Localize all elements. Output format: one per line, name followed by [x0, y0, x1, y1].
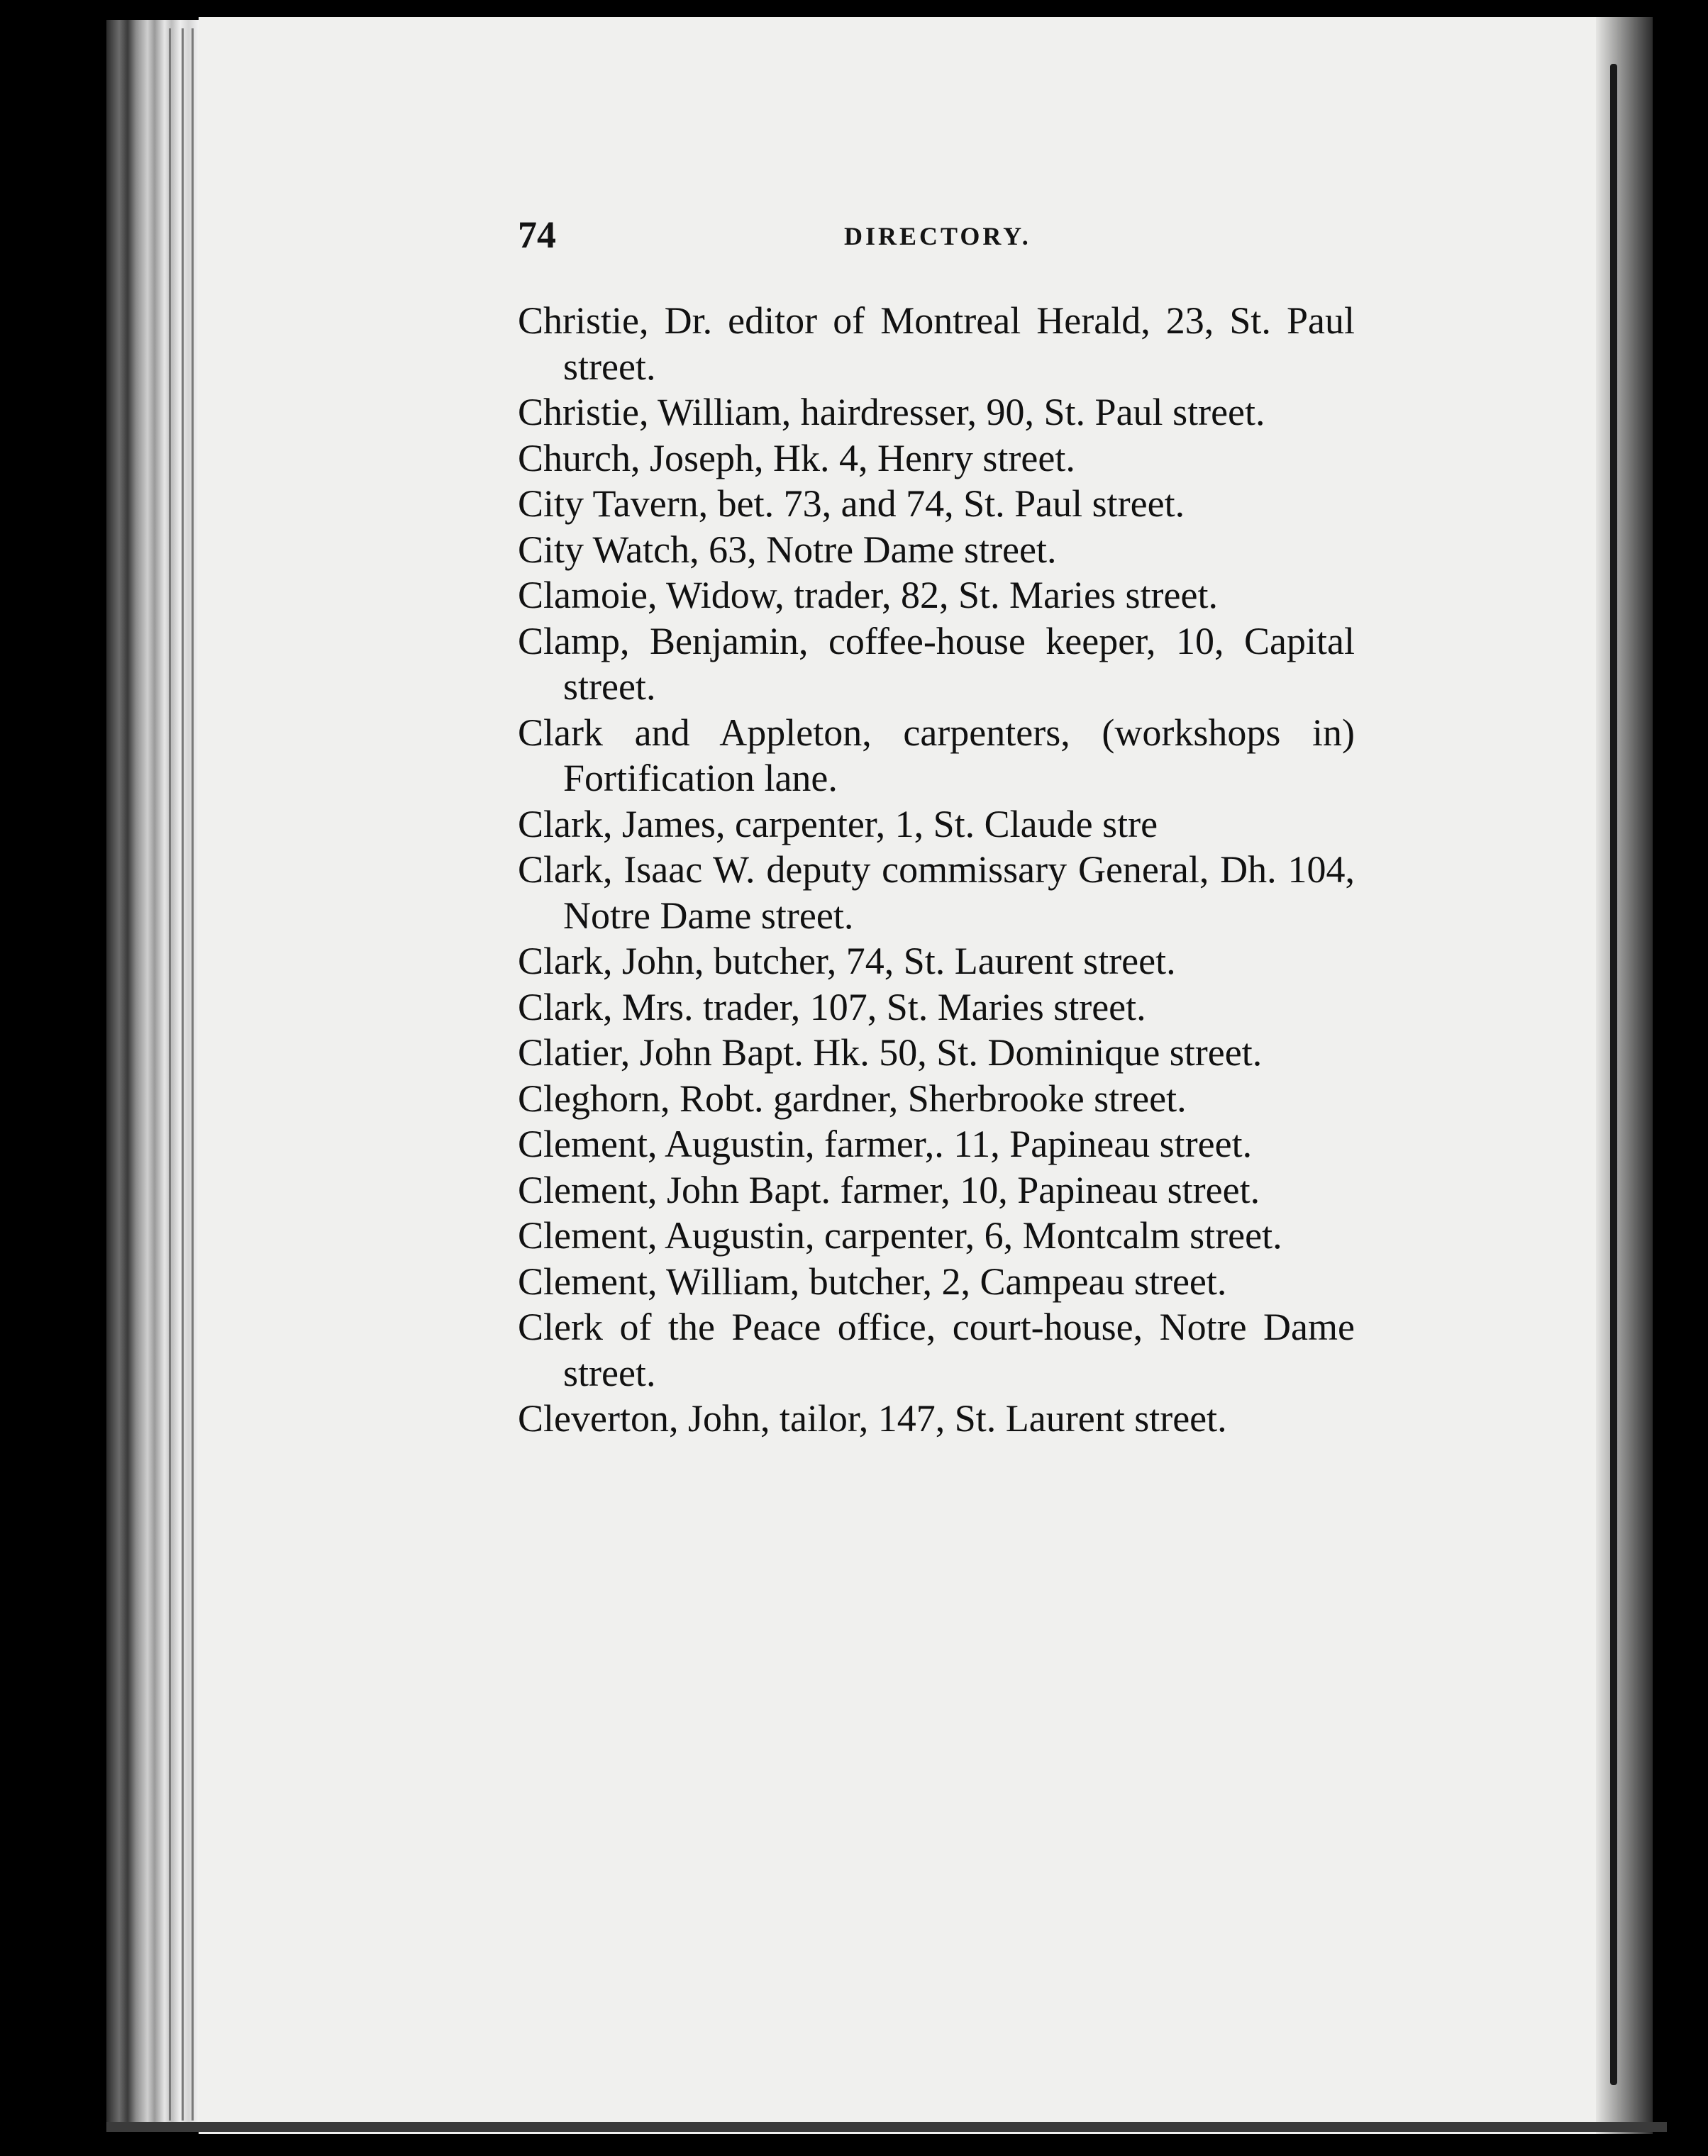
directory-entry: City Tavern, bet. 73, and 74, St. Paul street. [518, 482, 1185, 525]
directory-entry: Christie, William, hairdresser, 90, St. Paul street. [518, 391, 1265, 433]
directory-entry: Clark, Isaac W. deputy commissary General, Dh. 104, Notre Dame street. [518, 848, 1355, 937]
directory-entry: Church, Joseph, Hk. 4, Henry street. [518, 436, 1075, 479]
directory-entry: Cleghorn, Robt. gardner, Sherbrooke street. [518, 1077, 1187, 1120]
book-page-edges [106, 20, 199, 2130]
directory-entry: Clark, Mrs. trader, 107, St. Maries street. [518, 985, 1146, 1028]
directory-entry: Clark, James, carpenter, 1, St. Claude stre [518, 802, 1158, 845]
page-bottom-edge [106, 2122, 1667, 2132]
directory-entry: Clement, Augustin, carpenter, 6, Montcalm street. [518, 1214, 1282, 1257]
directory-entry: Clement, Augustin, farmer,. 11, Papineau street. [518, 1123, 1253, 1165]
page-number: 74 [518, 213, 556, 256]
directory-entry: Cleverton, John, tailor, 147, St. Laurent street. [518, 1397, 1227, 1440]
directory-entry: Clamoie, Widow, trader, 82, St. Maries street. [518, 574, 1218, 616]
running-head: DIRECTORY. [844, 222, 1031, 250]
directory-entry: Clement, John Bapt. farmer, 10, Papineau street. [518, 1168, 1260, 1211]
directory-entry: Clark and Appleton, carpenters, (workshops in) Fortification lane. [518, 711, 1355, 799]
directory-entry: Christie, Dr. editor of Montreal Herald, 23, St. Paul street. [518, 299, 1355, 388]
gutter-shadow [1596, 17, 1653, 2134]
directory-entry: Clerk of the Peace office, court-house, Notre Dame street. [518, 1306, 1355, 1394]
book-spine [1610, 64, 1617, 2085]
directory-entries [518, 298, 1355, 1442]
directory-entry: Clamp, Benjamin, coffee-house keeper, 10, Capital street. [518, 619, 1355, 708]
page-edge-line [192, 28, 194, 2121]
page-edge-line [182, 28, 184, 2121]
directory-entry: Clark, John, butcher, 74, St. Laurent street. [518, 940, 1176, 982]
page-edge-line [169, 28, 171, 2121]
directory-entry: Clatier, John Bapt. Hk. 50, St. Dominique street. [518, 1031, 1263, 1074]
directory-entry: City Watch, 63, Notre Dame street. [518, 528, 1057, 571]
page-header [518, 213, 1440, 262]
directory-entry: Clement, William, butcher, 2, Campeau street. [518, 1260, 1227, 1303]
